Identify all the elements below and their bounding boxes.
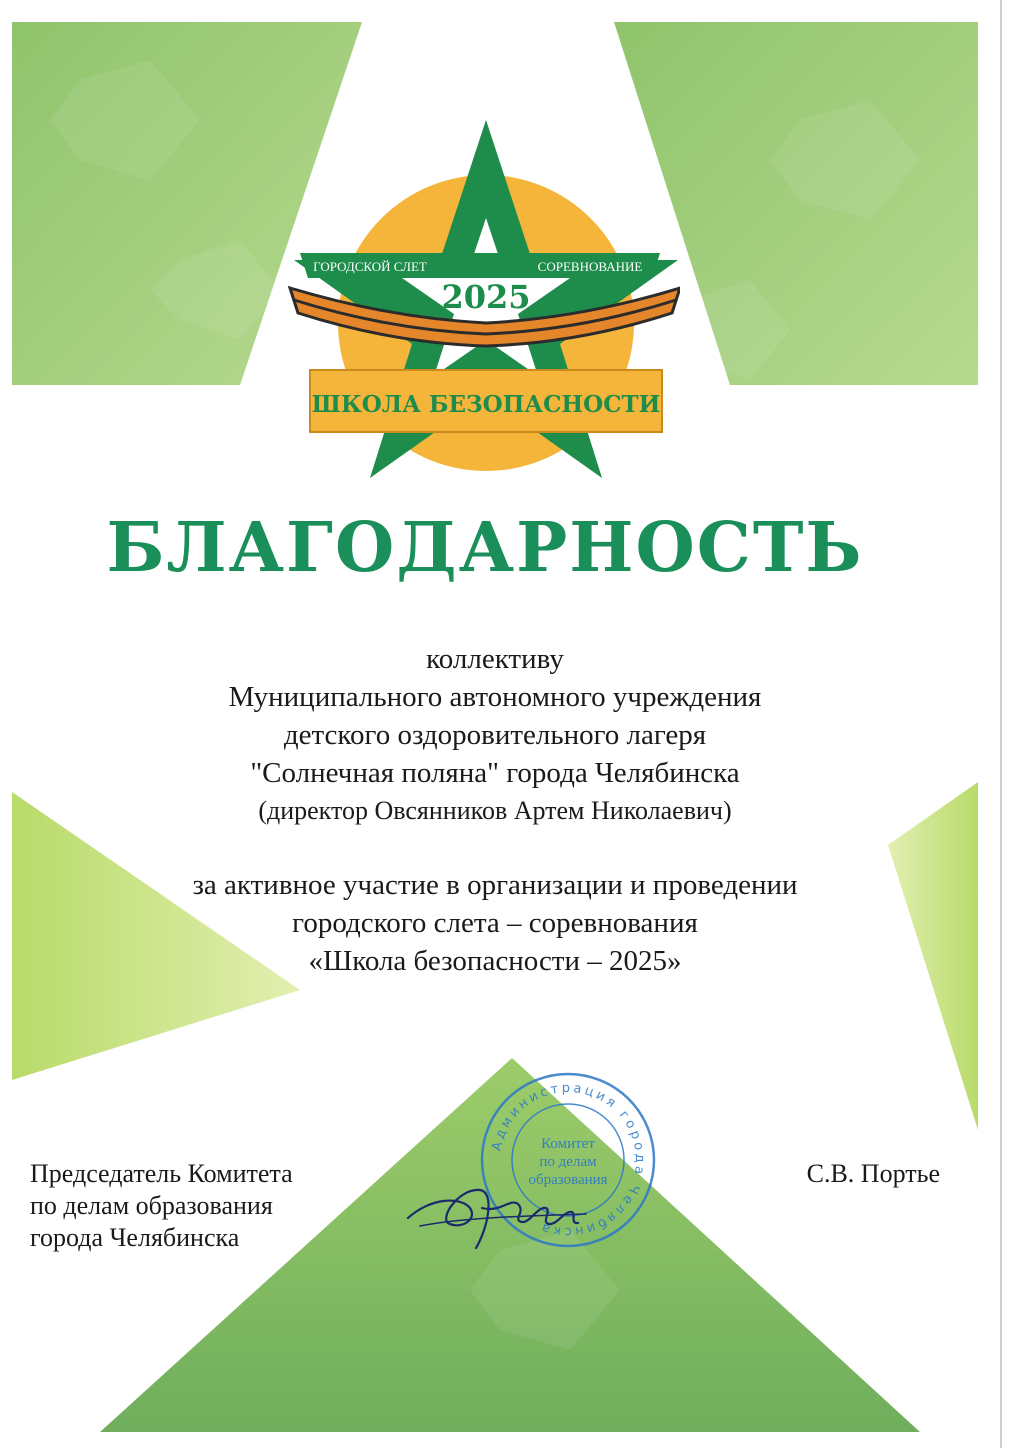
- recipient-line-4: "Солнечная поляна" города Челябинска: [250, 757, 740, 789]
- signatory-title-line-1: Председатель Комитета: [30, 1159, 293, 1188]
- logo-year: 2025: [441, 278, 531, 316]
- reason-line-2: городского слета – соревнования: [292, 907, 698, 939]
- director-line: (директор Овсянников Артем Николаевич): [258, 796, 732, 825]
- recipient-line-3: детского оздоровительного лагеря: [283, 719, 707, 751]
- signatory-title: [30, 1158, 293, 1254]
- logo-banner-text: ШКОЛА БЕЗОПАСНОСТИ: [311, 391, 661, 418]
- reason-line-3: «Школа безопасности – 2025»: [308, 945, 682, 977]
- stamp-center-line-2: по делам: [539, 1154, 597, 1170]
- logo-ribbon-right-text: СОРЕВНОВАНИЕ: [537, 259, 643, 274]
- recipient-line-1: коллективу: [426, 643, 564, 675]
- recipient-line-2: Муниципального автономного учреждения: [228, 681, 762, 713]
- logo-ribbon-left-text: ГОРОДСКОЙ СЛЕТ: [313, 259, 427, 274]
- stamp-ring-text: Администрация города Челябинска: [489, 1080, 648, 1240]
- certificate-body: [0, 640, 990, 980]
- handwritten-signature: [400, 1168, 600, 1258]
- stamp-center-line-1: Комитет: [541, 1136, 595, 1152]
- scan-edge-line: [1000, 0, 1002, 1448]
- signatory-name: С.В. Портье: [806, 1159, 940, 1188]
- event-logo: [280, 118, 680, 488]
- signatory-title-line-2: по делам образования: [30, 1191, 273, 1220]
- signatory-title-line-3: города Челябинска: [30, 1223, 240, 1252]
- stamp-center-line-3: образования: [528, 1172, 608, 1188]
- certificate-title: БЛАГОДАРНОСТЬ: [106, 508, 864, 588]
- reason-line-1: за активное участие в организации и проведении: [192, 869, 798, 901]
